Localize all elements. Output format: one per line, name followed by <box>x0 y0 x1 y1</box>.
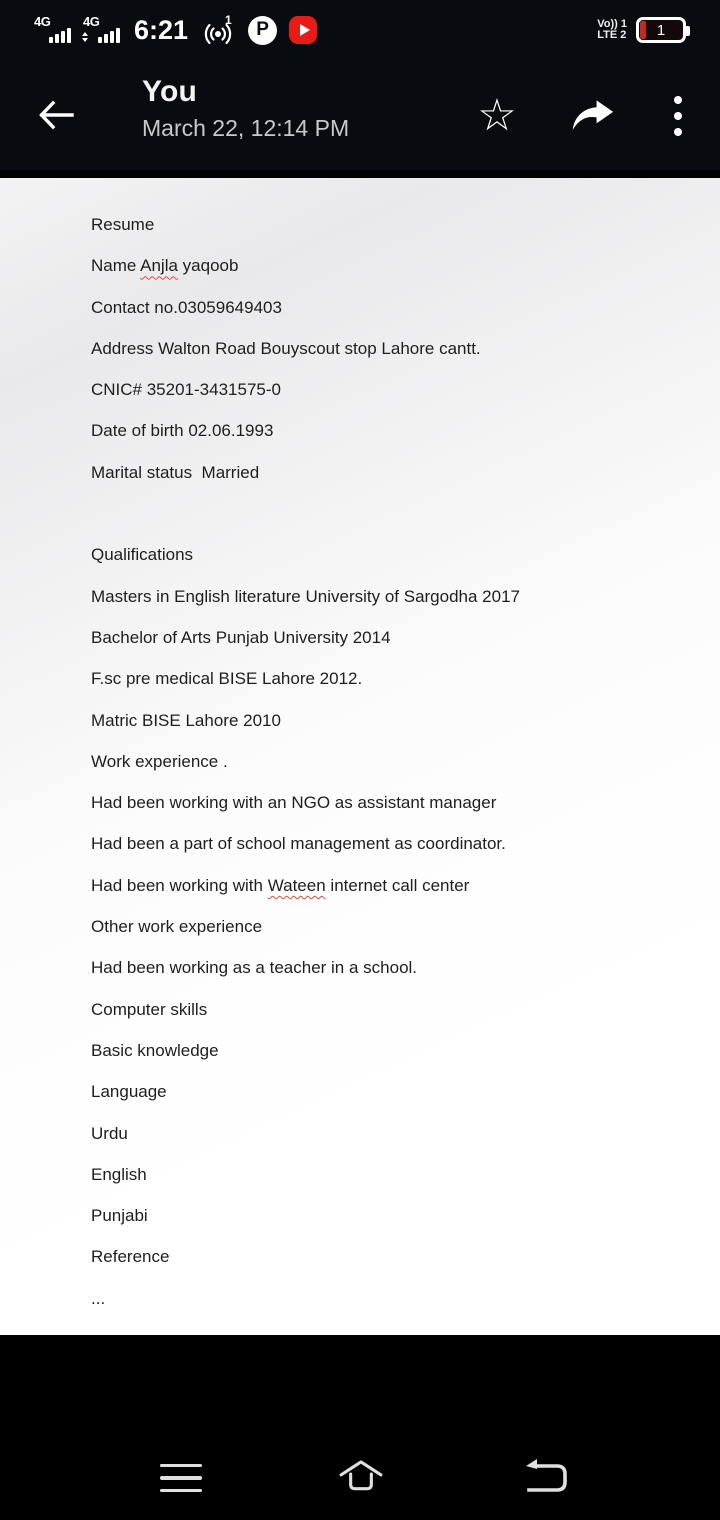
resume-line: Had been a part of school management as coordinator. <box>91 834 506 854</box>
status-bar <box>0 0 720 60</box>
resume-line: Had been working with Wateen internet call center <box>91 875 470 895</box>
header-divider <box>0 170 720 178</box>
volte-sim1-label: Vo)) 1 <box>597 17 627 30</box>
message-lines <box>91 204 680 1319</box>
resume-line: Language <box>91 1082 167 1102</box>
data-activity-arrows-icon <box>82 32 88 42</box>
sim1-signal-bars-icon <box>49 28 71 43</box>
navigation-bar <box>0 1335 720 1520</box>
sim1-network-label: 4G <box>34 14 51 29</box>
sim1-signal-icon <box>34 14 71 46</box>
sim2-signal-icon <box>83 14 120 46</box>
message-timestamp: March 22, 12:14 PM <box>142 115 350 141</box>
sim2-network-label: 4G <box>83 14 100 29</box>
back-arrow-icon[interactable] <box>34 93 78 137</box>
resume-line: Contact no.03059649403 <box>91 297 282 317</box>
resume-line: Name Anjla yaqoob <box>91 256 239 276</box>
resume-line: Masters in English literature University of Sargodha 2017 <box>91 586 520 606</box>
resume-line: F.sc pre medical BISE Lahore 2012. <box>91 669 363 689</box>
pinterest-letter: P <box>256 19 269 40</box>
return-arrow-icon <box>521 1456 571 1500</box>
misspelled-word: Anjla <box>140 256 178 276</box>
resume-line: Punjabi <box>91 1206 148 1226</box>
resume-line: Marital status Married <box>91 462 260 482</box>
battery-nub <box>686 26 690 36</box>
youtube-icon <box>289 16 317 44</box>
recents-button[interactable] <box>156 1453 206 1503</box>
sim2-signal-bars-icon <box>98 28 120 43</box>
message-body <box>0 178 720 1335</box>
home-icon <box>336 1449 386 1499</box>
pinterest-icon <box>248 16 277 45</box>
forward-button[interactable] <box>570 88 614 144</box>
hotspot-icon <box>204 14 236 46</box>
battery-percent: 1 <box>656 21 666 39</box>
home-button[interactable] <box>336 1449 386 1499</box>
hotspot-count: 1 <box>225 14 232 27</box>
resume-line: Date of birth 02.06.1993 <box>91 421 274 441</box>
resume-line: Had been working with an NGO as assistant manager <box>91 793 497 813</box>
resume-line: Matric BISE Lahore 2010 <box>91 710 281 730</box>
resume-line: Resume <box>91 215 155 234</box>
menu-dot <box>674 112 682 120</box>
status-left-cluster <box>34 14 317 46</box>
resume-line: Qualifications <box>91 545 194 565</box>
overflow-menu-button[interactable] <box>656 88 700 144</box>
misspelled-word: Wateen <box>267 875 326 895</box>
resume-line: English <box>91 1164 147 1184</box>
resume-line: Computer skills <box>91 999 208 1019</box>
app-bar <box>0 60 720 170</box>
lte-sim2-label: LTE 2 <box>597 29 627 41</box>
menu-dot <box>674 128 682 136</box>
resume-line: Basic knowledge <box>91 1040 219 1060</box>
conversation-title: You <box>142 75 198 108</box>
hamburger-icon <box>160 1464 202 1468</box>
resume-line: Other work experience <box>91 917 263 937</box>
share-arrow-icon <box>570 98 614 134</box>
resume-line: Address Walton Road Bouyscout stop Lahore cantt. <box>91 338 481 358</box>
resume-line: ... <box>91 1288 106 1308</box>
conversation-titles[interactable] <box>142 75 349 142</box>
play-triangle-icon <box>300 24 310 36</box>
status-right-cluster <box>597 17 686 43</box>
star-icon: ☆ <box>477 90 517 141</box>
back-nav-button[interactable] <box>521 1453 571 1503</box>
resume-line: CNIC# 35201-3431575-0 <box>91 380 281 400</box>
resume-line: Urdu <box>91 1123 128 1143</box>
resume-line: Work experience . <box>91 751 228 771</box>
status-clock: 6:21 <box>134 14 189 45</box>
menu-dot <box>674 96 682 104</box>
resume-line <box>91 493 680 534</box>
resume-line: Bachelor of Arts Punjab University 2014 <box>91 627 391 647</box>
network-type-label <box>597 19 627 42</box>
battery-icon <box>636 17 686 43</box>
star-message-button[interactable] <box>475 88 519 144</box>
resume-line: Reference <box>91 1247 170 1267</box>
resume-line: Had been working as a teacher in a school. <box>91 958 418 978</box>
